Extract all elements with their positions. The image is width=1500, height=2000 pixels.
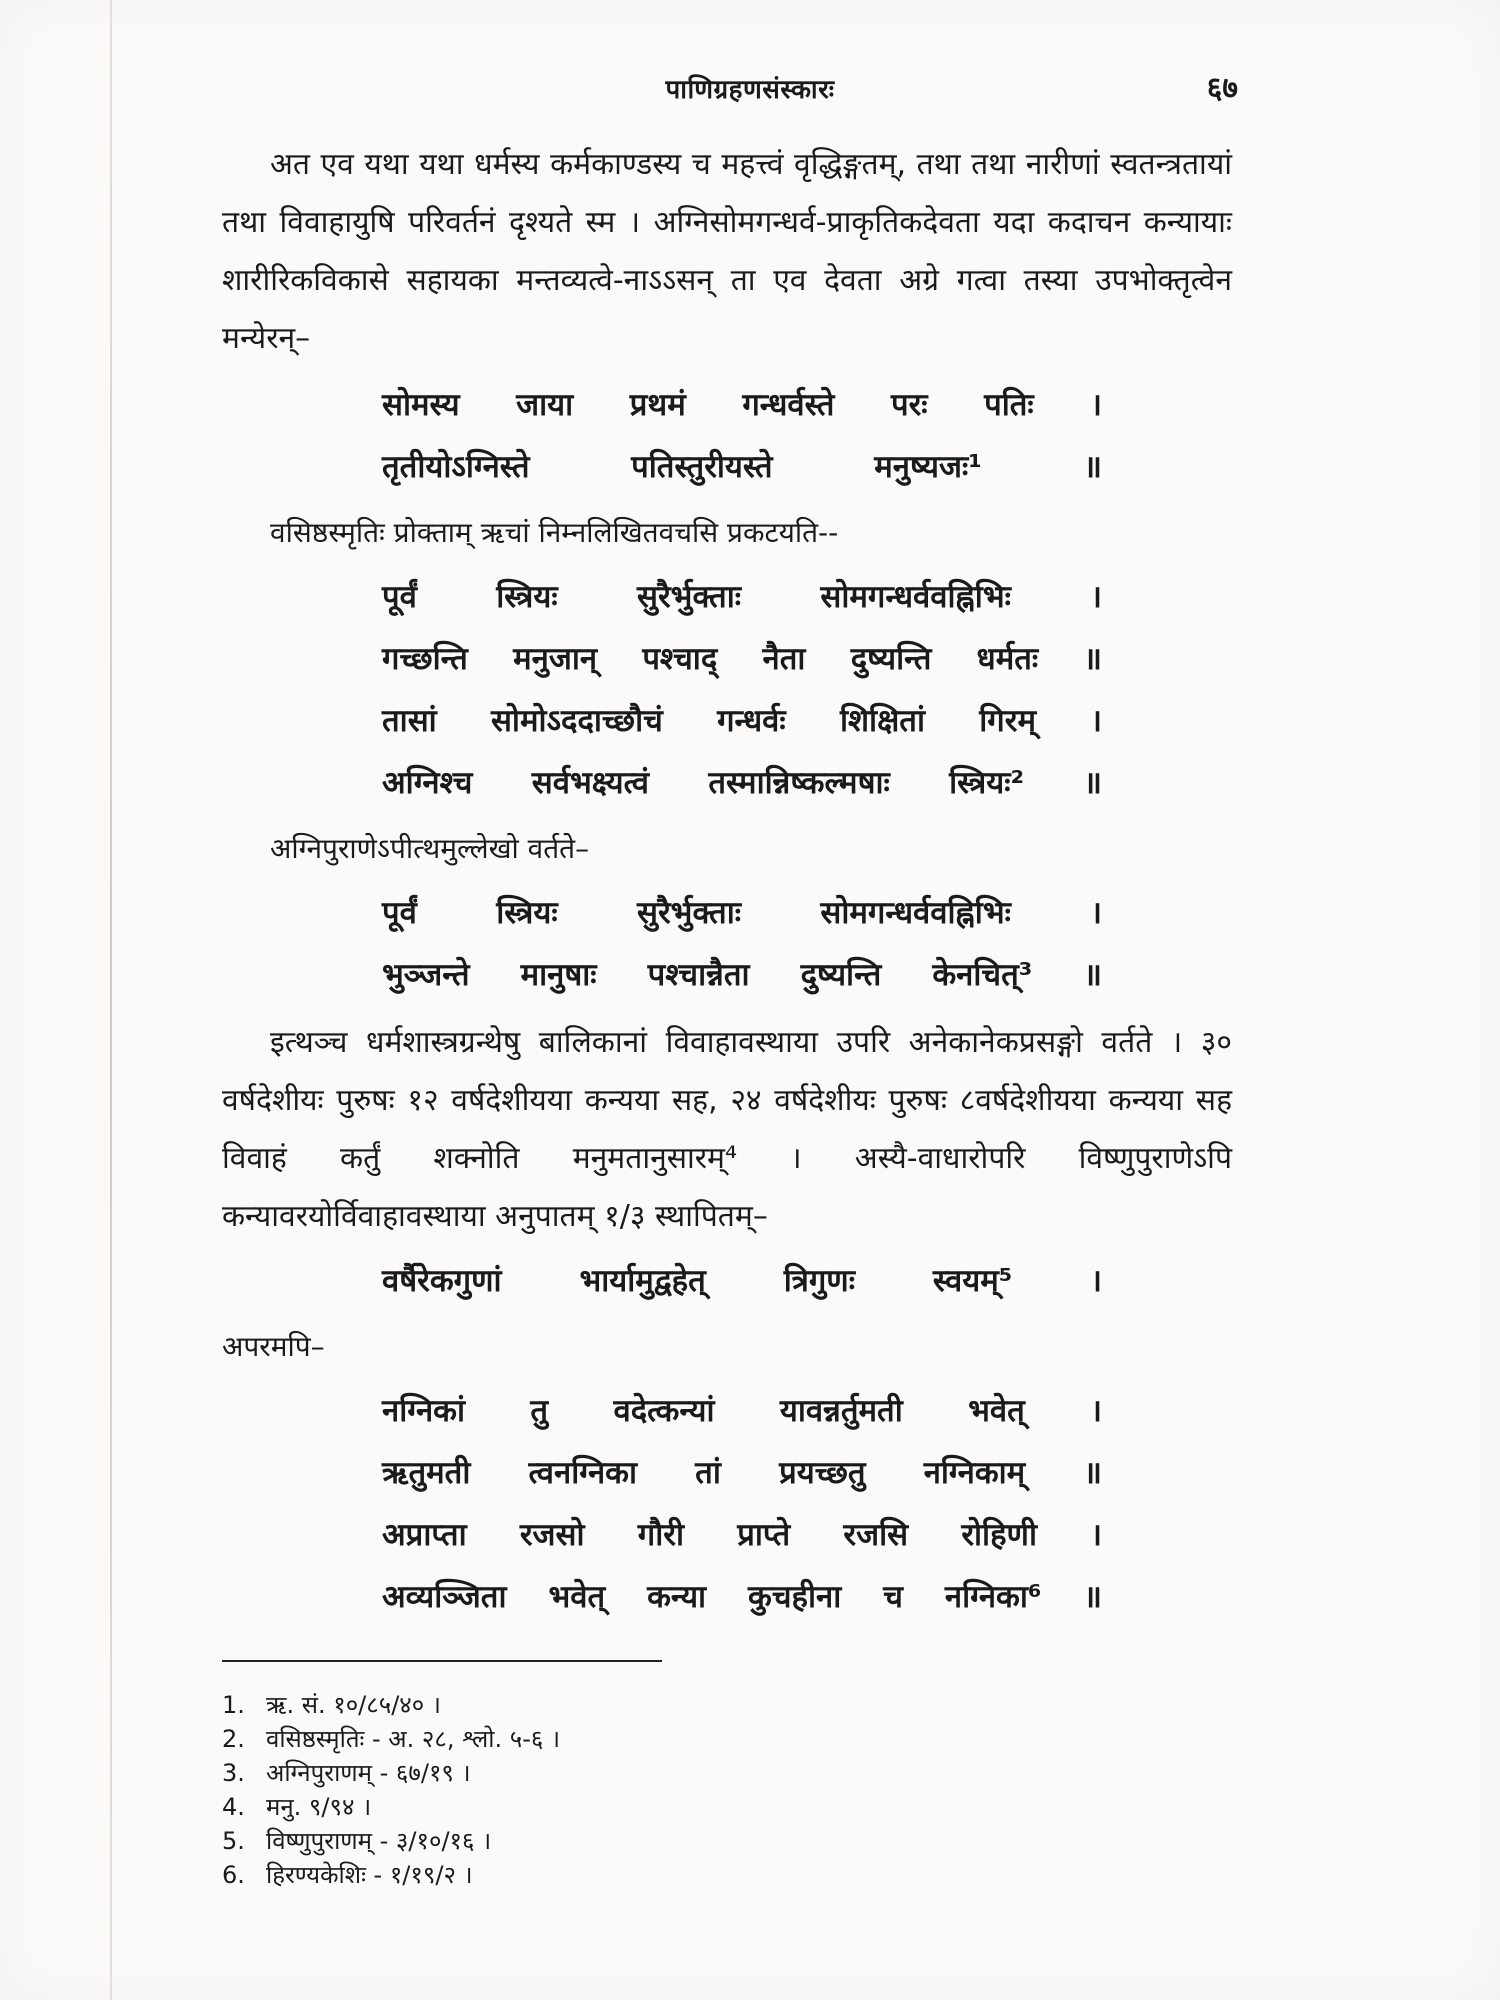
running-title: पाणिग्रहणसंस्कारः — [665, 75, 835, 105]
verse-line: नग्निकां तु वदेत्कन्यां यावन्नर्तुमती भवेत् । — [382, 1393, 1102, 1429]
paragraph-4: इत्थञ्च धर्मशास्त्रग्रन्थेषु बालिकानां विवाहावस्थाया उपरि अनेकानेकप्रसङ्गो वर्तते । ३० वर्षदेशीयः पुरुषः १२ वर्षदेशीयया कन्यया सह, २४ वर्षदेशीयः पुरुषः ८वर्षदेशीयया कन्यया सह विवाहं कर्तुं शक्नोति मनुमतानुसारम्⁴ । अस्यै-वाधारोपरि विष्णुपुराणेऽपि कन्यावरयोर्विवाहावस्थाया अनुपातम् १/३ स्थापितम्– — [222, 1025, 1232, 1234]
footnote — [222, 1722, 1122, 1756]
verse-block-2 — [382, 566, 1102, 814]
footnote-text: मनु. ९/९४ । — [266, 1793, 372, 1821]
verse-line: भुञ्जन्ते मानुषाः पश्चान्नैता दुष्यन्ति केनचित्³ ॥ — [382, 957, 1102, 993]
paragraph-2: वसिष्ठस्मृतिः प्रोक्ताम् ऋचां निम्नलिखितवचसि प्रकटयति-- — [270, 516, 839, 549]
verse-line: पूर्वं स्त्रियः सुरैर्भुक्ताः सोमगन्धर्ववह्निभिः । — [382, 895, 1102, 931]
footnote-marker: 6. — [222, 1861, 245, 1889]
verse-line: गच्छन्ति मनुजान् पश्चाद् नैता दुष्यन्ति धर्मतः ॥ — [382, 641, 1102, 677]
verse-block-1 — [382, 374, 1102, 498]
verse-line: अव्यञ्जिता भवेत् कन्या कुचहीना च नग्निका⁶ ॥ — [382, 1579, 1102, 1615]
footnote-text: ऋ. सं. १०/८५/४० । — [266, 1691, 441, 1719]
footnote-marker: 1. — [222, 1691, 245, 1719]
verse-line: अग्निश्च सर्वभक्ष्यत्वं तस्मान्निष्कल्मषाः स्त्रियः² ॥ — [382, 765, 1102, 801]
footnote — [222, 1790, 1122, 1824]
footnote-text: हिरण्यकेशिः - १/१९/२ । — [266, 1861, 473, 1889]
verse-line: अप्राप्ता रजसो गौरी प्राप्ते रजसि रोहिणी । — [382, 1517, 1102, 1553]
footnote-marker: 3. — [222, 1759, 245, 1787]
verse-block-5 — [382, 1380, 1102, 1628]
paragraph-5: अपरमपि– — [222, 1330, 325, 1363]
running-head — [0, 62, 1500, 106]
footnote-text: अग्निपुराणम् - ६७/१९ । — [266, 1759, 471, 1787]
paragraph-1: अत एव यथा यथा धर्मस्य कर्मकाण्डस्य च महत्त्वं वृद्धिङ्गतम्, तथा तथा नारीणां स्वतन्त्रतायां तथा विवाहायुषि परिवर्तनं दृश्यते स्म । अग्निसोमगन्धर्व-प्राकृतिकदेवता यदा कदाचन कन्यायाः शारीरिकविकासे सहायका मन्तव्यत्वे-नाऽऽसन् ता एव देवता अग्रे गत्वा तस्या उपभोक्तृत्वेन मन्येरन्– — [222, 147, 1232, 356]
page-number: ६७ — [1206, 71, 1238, 106]
footnotes — [222, 1688, 1122, 1892]
paragraph-3: अग्निपुराणेऽपीत्थमुल्लेखो वर्तते– — [270, 832, 590, 865]
footnote-marker: 4. — [222, 1793, 245, 1821]
verse-line: ऋतुमती त्वनग्निका तां प्रयच्छतु नग्निकाम् ॥ — [382, 1455, 1102, 1491]
footnote-divider — [222, 1660, 662, 1662]
footnote-text: वसिष्ठस्मृतिः - अ. २८, श्लो. ५-६ । — [266, 1725, 561, 1753]
verse-line: सोमस्य जाया प्रथमं गन्धर्वस्ते परः पतिः । — [382, 387, 1102, 423]
footnote — [222, 1858, 1122, 1892]
footnote — [222, 1688, 1122, 1722]
footnote — [222, 1824, 1122, 1858]
verse-line: तासां सोमोऽददाच्छौचं गन्धर्वः शिक्षितां गिरम् । — [382, 703, 1102, 739]
verse-line: तृतीयोऽग्निस्ते पतिस्तुरीयस्ते मनुष्यजः¹ ॥ — [382, 449, 1102, 485]
footnote — [222, 1756, 1122, 1790]
page-binding-edge — [110, 0, 112, 2000]
footnote-marker: 2. — [222, 1725, 245, 1753]
verse-line: वर्षैरेकगुणां भार्यामुद्वहेत् त्रिगुणः स्वयम्⁵ । — [382, 1263, 1102, 1299]
footnote-text: विष्णुपुराणम् - ३/१०/१६ । — [266, 1827, 492, 1855]
footnote-marker: 5. — [222, 1827, 245, 1855]
verse-block-4 — [382, 1250, 1102, 1312]
page-body — [222, 136, 1232, 1636]
verse-block-3 — [382, 882, 1102, 1006]
verse-line: पूर्वं स्त्रियः सुरैर्भुक्ताः सोमगन्धर्ववह्निभिः । — [382, 579, 1102, 615]
